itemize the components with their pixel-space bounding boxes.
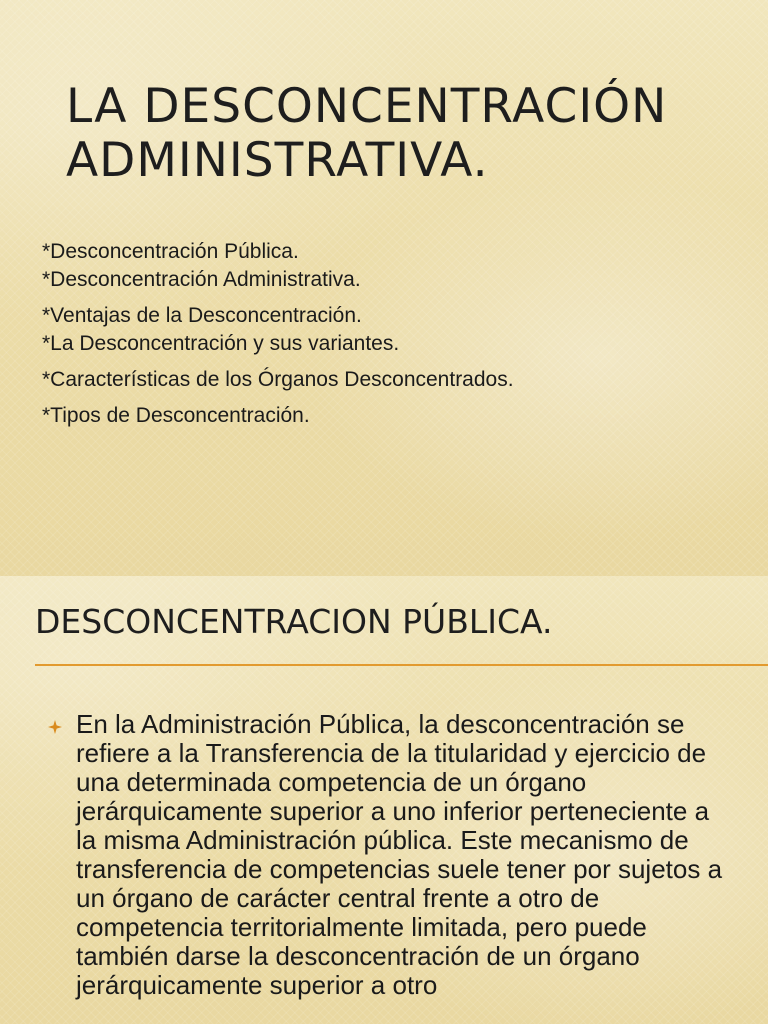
title-underline bbox=[35, 664, 768, 666]
list-item: *Tipos de Desconcentración. bbox=[42, 404, 310, 427]
slide-2-title: DESCONCENTRACION PÚBLICA. bbox=[35, 602, 553, 641]
slide-2 bbox=[0, 576, 768, 1024]
list-item: *Ventajas de la Desconcentración. bbox=[42, 304, 362, 327]
list-item: *Desconcentración Administrativa. bbox=[42, 268, 361, 291]
list-item: *Desconcentración Pública. bbox=[42, 240, 299, 263]
title-line-1: LA DESCONCENTRACIÓN bbox=[66, 79, 668, 134]
title-line-2: ADMINISTRATIVA. bbox=[66, 133, 489, 188]
list-item: *La Desconcentración y sus variantes. bbox=[42, 332, 400, 355]
slide-1-title bbox=[66, 80, 667, 188]
topic-list bbox=[42, 238, 514, 430]
diamond-bullet-icon bbox=[48, 720, 62, 734]
paragraph-text: En la Administración Pública, la desconcentración se refiere a la Transferencia de la titularidad y ejercicio de una determinada competencia de un órgano jerárquicamente superior a uno inferior perteneciente a la misma Administración pública. Este mecanismo de transferencia de competencias suele tener por sujetos a un órgano de carácter central frente a otro de competencia territorialmente limitada, pero puede también darse la desconcentración de un órgano jerárquicamente superior a otro bbox=[76, 709, 723, 1000]
list-item: *Características de los Órganos Desconcentrados. bbox=[42, 368, 514, 391]
